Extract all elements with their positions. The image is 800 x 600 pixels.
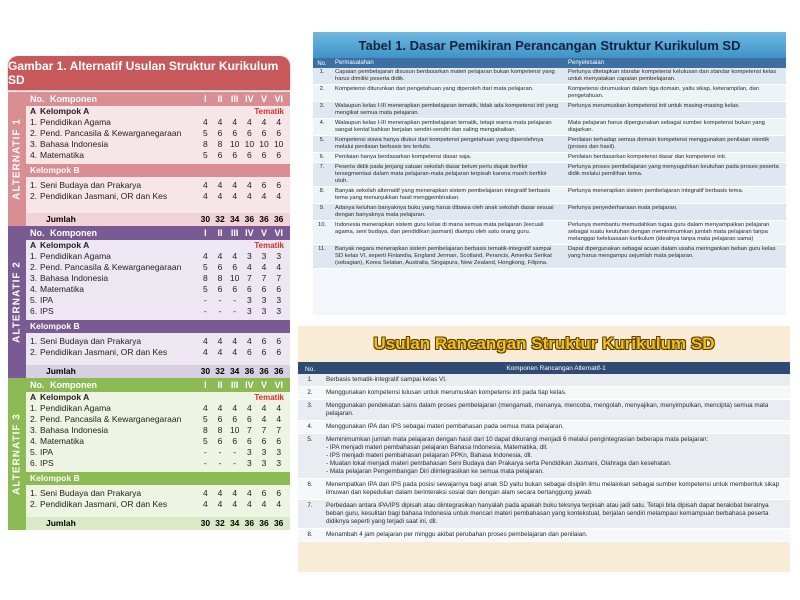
subject-row: 4. Matematika 5 6 6 6 6 6 [30, 284, 282, 294]
subject-row: 4. Matematika 5 6 6 6 6 6 [30, 436, 282, 446]
table-row: 9. Adanya keluhan banyaknya buku yang harus dibawa oleh anak sekolah dasar sesuai dengan banyaknya mata pelajaran. Perlunya penyederhanaan mata pelajaran. [313, 204, 786, 221]
header-solution: Penyelesaian [568, 60, 605, 66]
subject-row: 6. IPS - - - 3 3 3 [30, 306, 282, 316]
subject-row: 2. Pendidikan Jasmani, OR dan Kes 4 4 4 6 6 6 [30, 347, 282, 357]
proposal-table-header [298, 362, 790, 374]
subject-row: 1. Pendidikan Agama 4 4 4 4 4 4 [30, 117, 282, 127]
group-a-label: A Kelompok A Tematik [30, 392, 284, 402]
subject-row: 2. Pendidikan Jasmani, OR dan Kes 4 4 4 4 4 4 [30, 499, 282, 509]
group-b-label: Kelompok B [26, 472, 290, 485]
subject-row: 2. Pend. Pancasila & Kewarganegaraan 5 6 6 6 4 4 [30, 414, 282, 424]
subject-row: 2. Pend. Pancasila & Kewarganegaraan 5 6 6 4 4 4 [30, 262, 282, 272]
group-a-label: A Kelompok A Tematik [30, 106, 284, 116]
table-row: 3. Menggunakan pendekatan sains dalam proses pembelajaran (mengamati, menanya, mencoba, mengolah, menyajikan, menyimpulkan, mencipta) semua mata pelajaran. [298, 400, 790, 421]
rationale-table-title: Tabel 1. Dasar Pemikiran Perancangan Struktur Kurikulum SD [313, 32, 786, 58]
group-a-label: A Kelompok A Tematik [30, 240, 284, 250]
subject-row: 1. Pendidikan Agama 4 4 4 4 4 4 [30, 403, 282, 413]
alternative-label: ALTERNATIF 3 [8, 378, 26, 530]
table-row: 6. Penilaian hanya berdasarkan kompetensi dasar saja. Penilaian berdasarkan kompetensi dasar dan kompetensi inti. [313, 153, 786, 163]
table-row: 5. Meminimumkan jumlah mata pelajaran dengan hasil dari 10 dapat dikurangi menjadi 6 melalui pengintegrasian beberapa mata pelajaran: - IPA menjadi materi pembahasan pelajaran Bahasa Indonesia, Matematika, dll. - IPS menjadi materi pembahasan pelajaran PPKn, Bahasa Indonesia, dll. - Muatan lokal menjadi materi pembahasan Seni Budaya dan Prakarya serta Pendidikan Jasmani, Olahraga dan kesehatan. - Mata pelajaran Pengembangan Diri diintegrasikan ke semua mata pelajaran. [298, 434, 790, 479]
subject-row: 3. Bahasa Indonesia 8 8 10 10 10 10 [30, 139, 284, 149]
group-b-label: Kelompok B [26, 164, 290, 177]
table-row: 4. Walaupun kelas I-III menerapkan pembelajaran tematik, tetapi warna mata pelajaran sangat kental bahkan berjalan sendiri-sendiri dan saling mengabaikan. Mata pelajaran harus dipergunakan sebagai sumber kompetensi bukan yang diajarkan. [313, 119, 786, 136]
alternative-label: ALTERNATIF 2 [8, 226, 26, 378]
rationale-table [313, 32, 786, 315]
component-header: No. Komponen I II III IV V VI [26, 226, 290, 240]
table-row: 3. Walaupun kelas I-III menerapkan pembelajaran tematik, tidak ada kompetensi inti yang mengikat semua mata pelajaran. Perlunya merumuskan kompetensi inti untuk masing-masing kelas. [313, 102, 786, 119]
subject-row: 4. Matematika 5 6 6 6 6 6 [30, 150, 282, 160]
rationale-table-header [313, 58, 786, 68]
table-row: 6. Menempatkan IPA dan IPS pada posisi sewajarnya bagi anak SD yaitu bukan sebagai disiplin ilmu melainkan sebagai sumber kompetensi untuk membentuk sikap ilmuwan dan kepedulian dalam berinteraksi sosial dan dengan alam secara bertanggung jawab. [298, 479, 790, 500]
component-header: No. Komponen I II III IV V VI [26, 92, 290, 106]
subject-row: 2. Pend. Pancasila & Kewarganegaraan 5 6 6 6 6 6 [30, 128, 282, 138]
alternative-block [8, 92, 290, 226]
table-row: 10. Indonesia menerapkan sistem guru kelas di mana semua mata pelajaran (kecuali agama, seni budaya, dan pendidikan jasmani) diampu oleh satu orang guru. Perlunya membantu memudahkan tugas guru dalam menyampaikan pelajaran sebagai suatu keutuhan dengan meminimumkan jumlah mata pelajaran tanpa melanggar keleluasaan kurikulum (idealnya tanpa mata pelajaran sama) [313, 221, 786, 245]
table-row: 4. Menggunakan IPA dan IPS sebagai materi pembahasan pada semua mata pelajaran. [298, 421, 790, 434]
subject-row: 6. IPS - - - 3 3 3 [30, 458, 282, 468]
total-row: Jumlah 30 32 34 36 36 36 [26, 365, 290, 378]
header-no: No. [304, 365, 316, 373]
proposal-table [298, 326, 790, 572]
tematik-label: Tematik [254, 393, 284, 402]
table-row: 1. Berbasis tematik-integratif sampai kelas VI. [298, 374, 790, 387]
alternative-block [8, 378, 290, 530]
header-no: No. [317, 60, 327, 67]
table-row: 7. Perbedaan antara IPA/IPS dipisah atau diintegrasikan hanyalah pada apakah buku teksnya terpisah atau jadi satu. Tetapi bila dipisah dapat berakibat beratnya beban guru, kesulitan bagi bahasa Indonesia untuk mencari materi pembahasan yang kontekstual, berjalan sendiri melampaui kemampuan berbahasa peserta didiknya seperti yang terjadi saat ini, dll. [298, 500, 790, 529]
table-row: 8. Menambah 4 jam pelajaran per minggu akibat perubahan proses pembelajaran dan penilaian. [298, 529, 790, 542]
header-problem: Permasalahan [335, 60, 374, 66]
table-row: 8. Banyak sekolah alternatif yang menerapkan sistem pembelajaran integratif berbasis tema yang menunjukkan hasil menggembirakan. Perlunya menerapkan sistem pembelajaran integratif berbasis tema. [313, 187, 786, 204]
proposal-table-title: Usulan Rancangan Struktur Kurikulum SD [373, 334, 715, 353]
alternatives-figure [8, 56, 290, 534]
subject-row: 5. IPA - - - 3 3 3 [30, 447, 282, 457]
subject-row: 1. Pendidikan Agama 4 4 4 3 3 3 [30, 251, 282, 261]
tematik-label: Tematik [254, 241, 284, 250]
table-row: 7. Peserta didik pada jenjang satuan sekolah dasar belum perlu diajak berfikir tersegmentasi dalam mata pelajaran-mata pelajaran terpisah karena masih berfikir utuh. Perlunya proses pembelajaran yang menyuguhkan keutuhan pada proses peserta didik melalui pemilihan tema. [313, 163, 786, 187]
figure-title: Gambar 1. Alternatif Usulan Struktur Kurikulum SD [8, 56, 290, 90]
subject-row: 5. IPA - - - 3 3 3 [30, 295, 282, 305]
total-row: Jumlah 30 32 34 36 36 36 [26, 517, 290, 530]
tematik-label: Tematik [254, 107, 284, 116]
group-b-label: Kelompok B [26, 320, 290, 333]
subject-row: 1. Seni Budaya dan Prakarya 4 4 4 4 6 6 [30, 488, 282, 498]
alternative-label: ALTERNATIF 1 [8, 92, 26, 226]
component-header: No. Komponen I II III IV V VI [26, 378, 290, 392]
subject-row: 2. Pendidikan Jasmani, OR dan Kes 4 4 4 4 4 4 [30, 191, 282, 201]
table-row: 1. Capaian pembelajaran disusun berdasarkan materi pelajaran bukan kompetensi yang harus dimiliki peserta didik. Perlunya ditetapkan standar kompetensi kelulusan dan standar kompetensi kelas untuk menyatakan capaian pembelajaran. [313, 68, 786, 85]
table-row: 5. Kompetensi siswa hanya diukur dari kompetensi pengetahuan yang diperolehnya melalui penilaian berbasis tes tertulis. Penilaian terhadap semua domain kompetensi menggunakan penilaian otentik (proses dan hasil). [313, 136, 786, 153]
subject-row: 3. Bahasa Indonesia 8 8 10 7 7 7 [30, 273, 282, 283]
table-row: 2. Kompetensi diturunkan dari pengetahuan yang diperoleh dari mata pelajaran. Kompetensi dirumuskan dalam tiga domain, yaitu sikap, keterampilan, dan pengetahuan. [313, 85, 786, 102]
subject-row: 3. Bahasa Indonesia 8 8 10 7 7 7 [30, 425, 282, 435]
alternative-block [8, 226, 290, 378]
subject-row: 1. Seni Budaya dan Prakarya 4 4 4 4 6 6 [30, 336, 282, 346]
subject-row: 1. Seni Budaya dan Prakarya 4 4 4 4 6 6 [30, 180, 282, 190]
table-row: 11. Banyak negara menerapkan sistem pembelajaran berbasis tematik-integratif sampai SD kelas VI, seperti Finlandia, England Jerman, Scotland, Perancis, Amerika Serikat (sebagian), Korea Selatan, Australia, Singapura, New Zealand, Hongkong, Filipina. Dapat dipergunakan sebagai acuan dalam usaha meringankan beban guru kelas yang harus mengampu sejumlah mata pelajaran. [313, 245, 786, 269]
header-component: Komponen Rancangan Alternatif-1 [506, 364, 606, 372]
total-row: Jumlah 30 32 34 36 36 36 [26, 213, 290, 226]
table-row: 2. Menggunakan kompetensi lulusan untuk merumuskan kompetensi inti pada tiap kelas. [298, 387, 790, 400]
